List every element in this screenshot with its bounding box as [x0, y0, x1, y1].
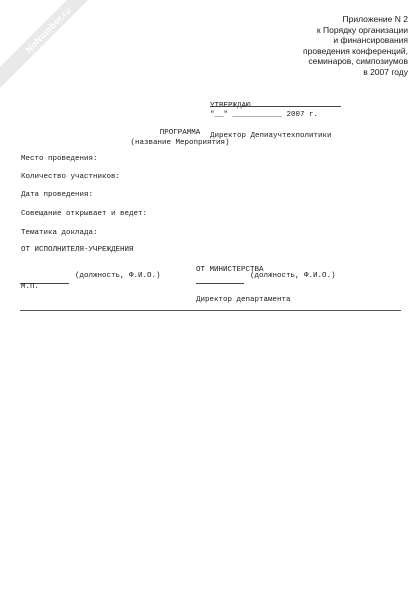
approval-signature-line — [210, 106, 341, 107]
signature-right-block — [196, 245, 291, 325]
signature-right-caption: (должность, Ф.И.О.) — [250, 272, 336, 280]
signature-right-position: Директор департамента — [196, 296, 291, 304]
approval-position: Директор Депиаучтехполитики — [210, 132, 332, 140]
field-venue: Место проведения: — [21, 155, 98, 163]
appendix-line: и финансирования — [333, 35, 408, 45]
program-title-block — [100, 128, 260, 148]
appendix-line: в 2007 году — [363, 66, 408, 77]
appendix-line: проведения конференций, — [303, 45, 408, 56]
signature-right-line — [196, 283, 244, 284]
appendix-line: семинаров, симпозиумов — [308, 56, 408, 66]
signature-left-heading: ОТ ИСПОЛНИТЕЛЯ-УЧРЕЖДЕНИЯ — [21, 246, 134, 254]
program-subtitle: (название Мероприятия) — [130, 139, 230, 147]
approval-date: "__" ___________ 2007 г. — [210, 111, 319, 119]
field-date: Дата проведения: — [21, 191, 94, 199]
approval-heading: УТВЕРЖДАЮ — [210, 102, 251, 110]
field-topic: Тематика доклада: — [21, 229, 98, 237]
appendix-line: к Порядку организации — [316, 24, 408, 35]
field-host: Совещание открывает и ведет: — [21, 210, 148, 218]
signature-left-caption: (должность, Ф.И.О.) — [75, 272, 161, 280]
approval-block — [210, 81, 370, 161]
seal-label: М.П. — [21, 283, 40, 291]
bottom-rule — [20, 310, 401, 311]
field-participants: Количество участников: — [21, 173, 121, 181]
program-title: ПРОГРАММА — [159, 129, 201, 137]
watermark-ribbon — [0, 0, 110, 91]
watermark-text: NoNumber.ru — [23, 4, 73, 55]
appendix-header — [248, 14, 408, 77]
appendix-line: Приложение N 2 — [342, 14, 408, 24]
signature-right-heading: ОТ МИНИСТЕРСТВА — [196, 266, 264, 274]
